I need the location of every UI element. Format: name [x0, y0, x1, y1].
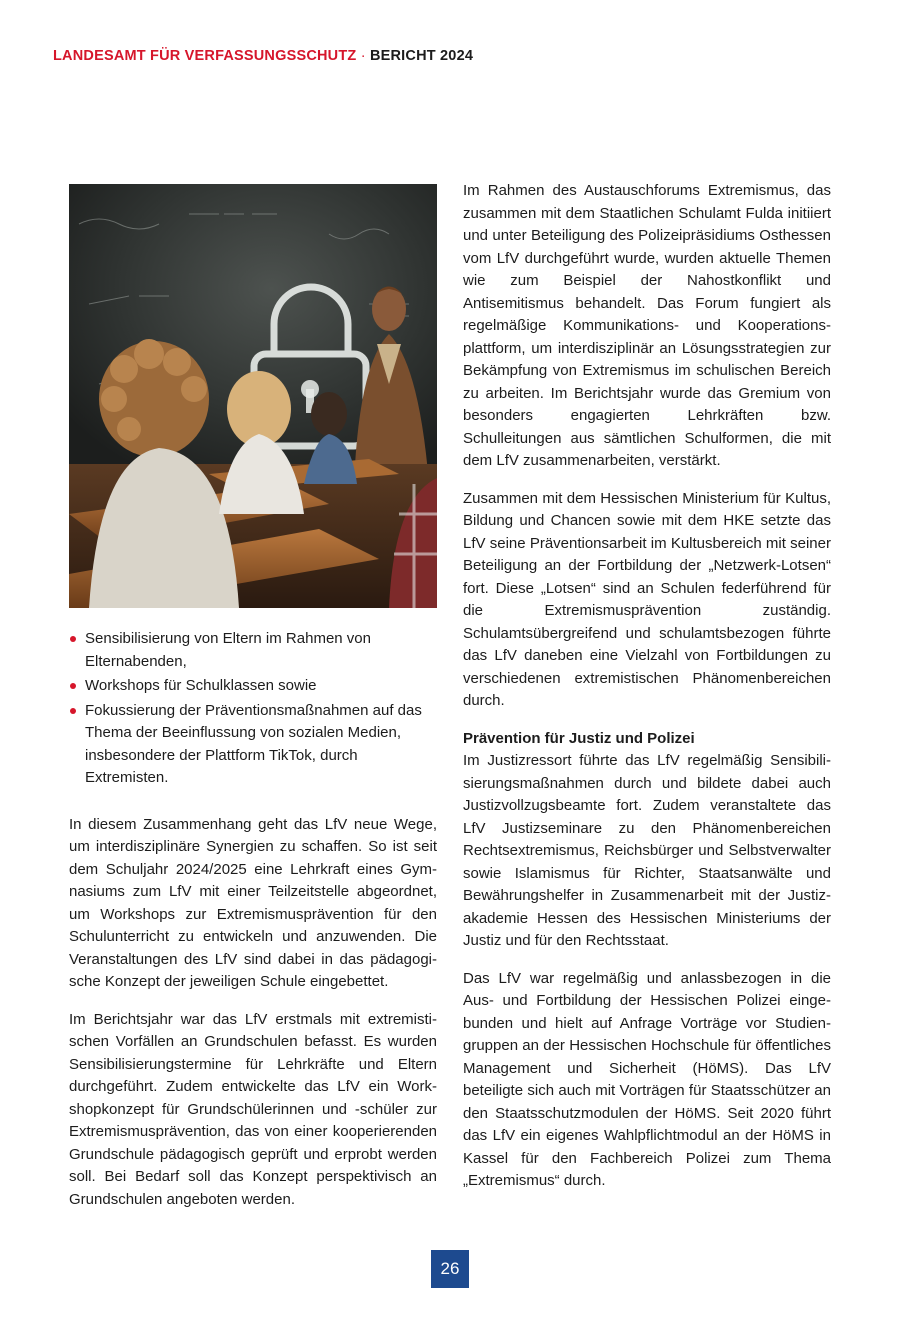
classroom-photo — [69, 184, 437, 608]
section-heading: Prävention für Justiz und Polizei — [463, 729, 695, 747]
paragraph: Das LfV war regelmäßig und anlassbezogen in die Aus- und Fortbildung der Hessischen Polizei eingebunden und hielt auf Anfrage Vorträge vor Studiengruppen an der Hessischen Hochschule für öffentliches Management und Sicherheit (HöMS). Das LfV beteiligte sich auch mit Vorträgen für Staatsschützer an den Staatsschutzmodulen der HöMS. Seit 2020 führt das LfV ein eigenes Wahlpflichtmodul an der HöMS in Kassel für den Fachbereich Polizei zum Thema „Extremismus“ durch. — [463, 969, 831, 1189]
list-item: Fokussierung der Präventionsmaßnahmen auf das Thema der Beeinflussung von sozialen Medien, insbesondere der Plattform TikTok, durch Extremisten. — [69, 700, 437, 790]
list-item: Sensibilisierung von Eltern im Rahmen von Elternabenden, — [69, 628, 437, 673]
running-header — [53, 48, 473, 64]
left-text-column — [69, 628, 437, 1226]
paragraph: Im Berichtsjahr war das LfV erstmals mit extremistischen Vorfällen an Grundschulen befasst. Es wurden Sensibilisierungstermine für Lehrkräfte und Eltern durchgeführt. Zudem entwickelte das LfV ein Workshopkonzept für Grundschülerinnen und -schüler zur Extremismusprävention, das von einer kooperierenden Grundschule pädagogisch geprüft und erprobt werden soll. Bei Bedarf soll das Konzept perspektivisch an Grundschulen angeboten werden. — [69, 1010, 437, 1208]
measures-list — [69, 628, 437, 790]
paragraph: In diesem Zusammenhang geht das LfV neue Wege, um interdisziplinäre Synergien zu schaffen. So ist seit dem Schuljahr 2024/2025 eine Lehrkraft eines Gymnasiums zum LfV mit einer Teilzeitstelle abgeordnet, um Workshops zur Extremismusprävention für den Schulunterricht zu entwickeln und anzuwenden. Die Veranstaltungen des LfV sind dabei in das pädagogische Konzept der jeweiligen Schule eingebettet. — [69, 815, 437, 990]
paragraph: Im Rahmen des Austauschforums Extremismus, das zusammen mit dem Staatlichen Schulamt Fulda initiiert und unter Beteiligung des Polizeipräsidiums Osthessen vom LfV durchgeführt wurde, wurden aktuelle Themen wie zum Beispiel der Nahostkonflikt und Antisemitismus behandelt. Das Forum fungiert als regelmäßige Kommunikations- und Kooperationsplattform, um interdisziplinär an Lösungsstrategien zur Bekämpfung von Extremismus im schulischen Bereich zu arbeiten. Im Berichtsjahr wurde das Gremium von besonders engagierten Lehrkräften bzw. Schulleitungen aus sämtlichen Schulformen, die mit dem LfV zusammenarbeiten, verstärkt. — [463, 182, 831, 469]
right-text-column — [463, 180, 831, 1208]
header-separator: · — [360, 48, 366, 64]
paragraph: Im Justizressort führte das LfV regelmäßig Sensibilisierungsmaßnahmen durch und bildete dabei auch Justizvollzugsbeamte fort. Zudem veranstaltete das LfV Justizseminare zu den Phänomenbereichen Rechtsextremismus, Reichsbürger und Selbstverwalter sowie Islamismus für Richter, Staatsanwälte und Bewährungshelfer in Zusammenarbeit mit der Justizakademie Hessen des Hessischen Ministeriums der Justiz und für den Rechtsstaat. — [463, 752, 831, 949]
header-organization: LANDESAMT FÜR VERFASSUNGSSCHUTZ — [53, 48, 357, 64]
header-report-title: BERICHT 2024 — [369, 48, 474, 64]
page-number: 26 — [431, 1250, 469, 1288]
list-item: Workshops für Schulklassen sowie — [69, 675, 437, 698]
paragraph: Zusammen mit dem Hessischen Ministerium für Kultus, Bildung und Chancen sowie mit dem HKE setzte das LfV seine Präventionsarbeit im Kultusbereich mit seiner Beteiligung an der Fortbildung der „Netzwerk-Lotsen“ fort. Diese „Lotsen“ sind an Schulen federführend für die Extremismusprävention zuständig. Schulamtsübergreifend und schulamtsbezogen führte das LfV daneben eine Vielzahl von Fortbildungen zu verschiedenen extremistischen Phänomenbereichen durch. — [463, 489, 831, 709]
